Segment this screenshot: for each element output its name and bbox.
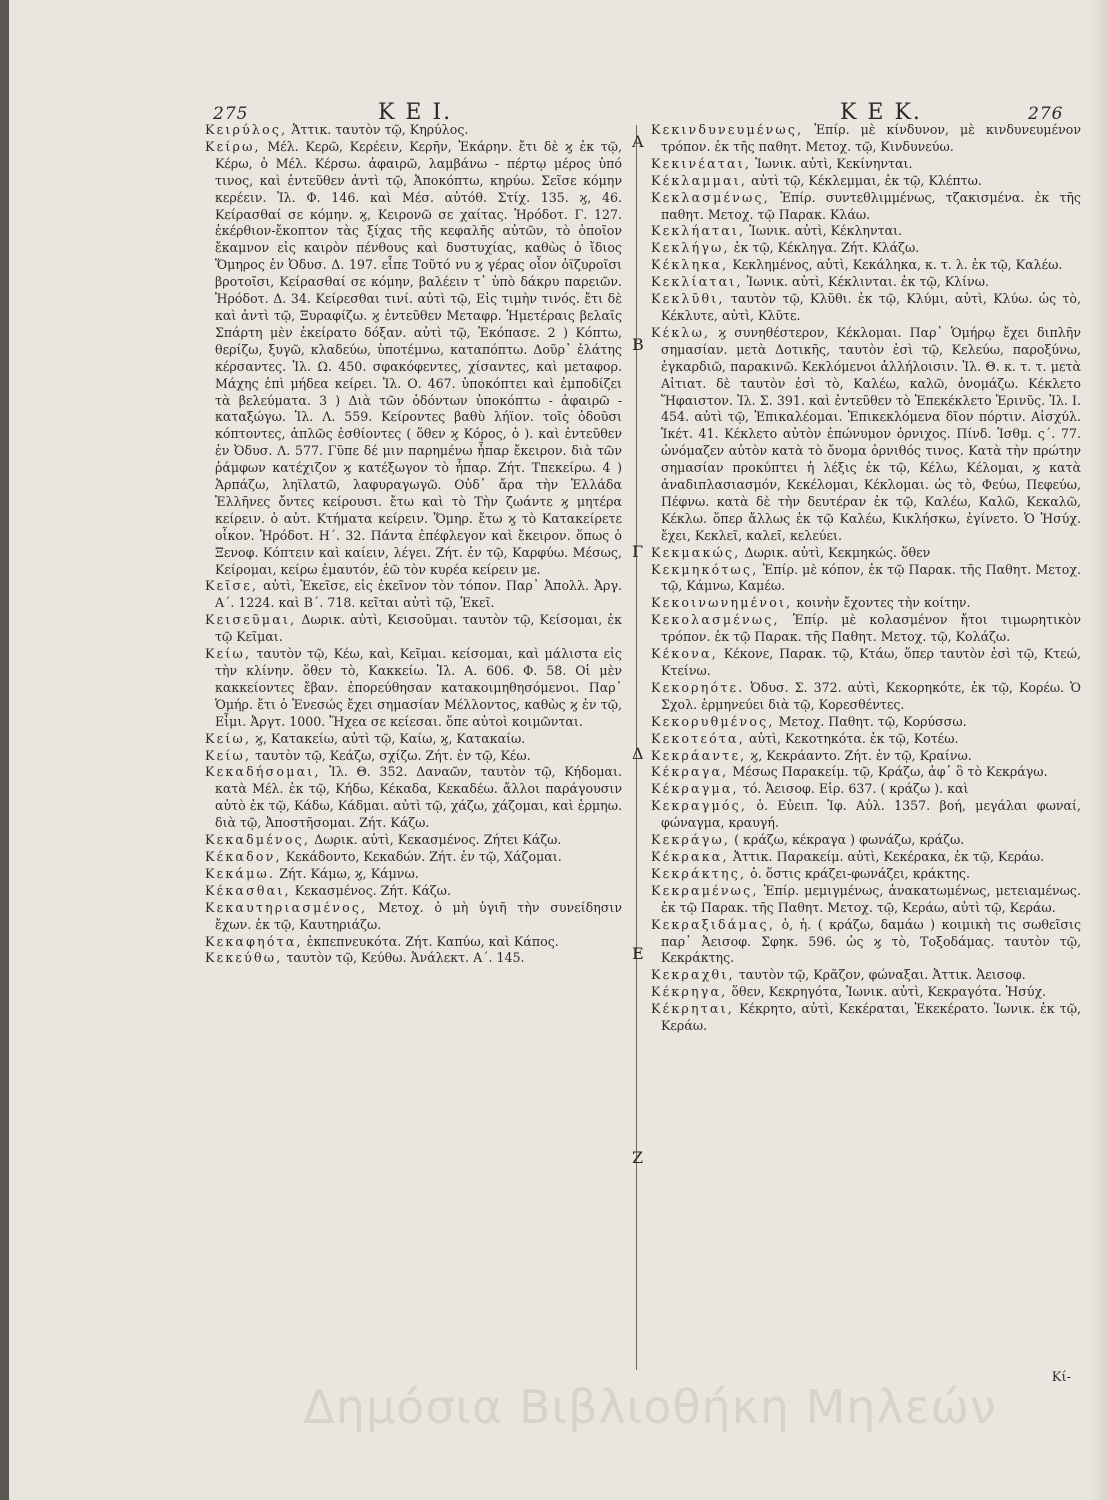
left-page-number: 275	[213, 104, 249, 124]
entry-definition: Κέκονε, Παρακ. τῷ, Κτάω, ὅπερ ταυτὸν ἐσὶ τῷ, Κτεώ, Κτείνω.	[661, 646, 1081, 678]
dictionary-entry	[651, 562, 1081, 596]
entry-definition: Ἐπίρ. μὲ κολασμένον ἤτοι τιμωρητικὸν τρόπον. ἐκ τῷ Παρακ. τῆς Παθητ. Μετοχ. τῷ, Κολάζω.	[661, 612, 1081, 645]
entry-headword: Κείω,	[205, 747, 252, 763]
dictionary-entry	[651, 595, 1081, 612]
left-running-head: K E I.	[378, 100, 453, 125]
entry-headword: Κεκλίαται,	[651, 274, 743, 290]
right-running-head: K E K.	[840, 100, 922, 125]
dictionary-entry	[651, 223, 1081, 240]
dictionary-entry	[205, 900, 622, 934]
entry-definition: ἐκπεπνευκότα. Ζήτ. Καπύω, καὶ Κάπος.	[306, 933, 559, 949]
entry-headword: Κέκαδον,	[205, 848, 282, 864]
library-watermark: Δημόσια Βιβλιοθήκη Μηλεών	[303, 1380, 997, 1434]
entry-definition: Ἀττικ. ταυτὸν τῷ, Κηρύλος.	[291, 122, 469, 137]
entry-headword: Κεκράκτης,	[651, 865, 747, 881]
entry-headword: Κεισεῦμαι,	[205, 612, 297, 628]
entry-definition: Κέκρητο, αὐτὶ, Κεκέραται, Ἐκεκέρατο. Ἰωνικ. ἐκ τῷ, Κεράω.	[661, 1001, 1081, 1034]
dictionary-entry	[651, 764, 1081, 781]
dictionary-entry	[205, 748, 622, 765]
entry-headword: Κεκαδμένος,	[205, 832, 311, 848]
entry-headword: Κεκραξιδάμας,	[651, 916, 776, 932]
entry-definition: ϗ, Κατακείω, αὐτὶ τῷ, Καίω, ϗ, Κατακαίω.	[255, 730, 526, 746]
entry-headword: Κέκρηται,	[651, 1001, 734, 1017]
entry-headword: Κείρω,	[205, 138, 261, 154]
page-gutter	[0, 0, 9, 1500]
dictionary-entry	[205, 578, 622, 612]
entry-headword: Κεκινδυνευμένως,	[651, 122, 804, 137]
dictionary-entry	[651, 240, 1081, 257]
dictionary-entry	[651, 714, 1081, 731]
entry-headword: Κεκραγμός,	[651, 798, 748, 814]
entry-headword: Κεκμηκότως,	[651, 561, 759, 577]
dictionary-entry	[205, 866, 622, 883]
margin-letter: B	[632, 335, 644, 354]
dictionary-entry	[651, 173, 1081, 190]
entry-headword: Κεκεύθω,	[205, 950, 283, 966]
margin-letter: Z	[632, 1148, 644, 1167]
dictionary-entry	[651, 156, 1081, 173]
entry-definition: Ἐπίρ. μὲ κόπον, ἐκ τῷ Παρακ. τῆς Παθητ. Μετοχ. τῷ, Κάμνω, Καμέω.	[661, 561, 1081, 594]
entry-definition: Ἰωνικ. αὐτὶ, Κέκλινται. ἐκ τῷ, Κλίνω.	[746, 274, 989, 290]
dictionary-entry	[651, 917, 1081, 968]
dictionary-entry	[651, 798, 1081, 832]
dictionary-entry	[651, 122, 1081, 156]
entry-headword: Κεκαφηότα,	[205, 933, 303, 949]
entry-definition: Μετοχ. Παθητ. τῷ, Κορύσσω.	[778, 713, 967, 729]
entry-definition: ταυτὸν τῷ, Κλῦθι. ἐκ τῷ, Κλύμι, αὐτὶ, Κλύω. ὡς τὸ, Κέκλυτε, αὐτὶ, Κλῦτε.	[661, 291, 1081, 323]
entry-definition: Μετοχ. ὁ μὴ ὑγιῆ τὴν συνείδησιν ἔχων. ἐκ τῷ, Καυτηριάζω.	[215, 899, 622, 932]
dictionary-entry	[651, 646, 1081, 680]
dictionary-entry	[651, 1001, 1081, 1035]
entry-headword: Κεκραμένως,	[651, 882, 759, 898]
entry-definition: Ἐπίρ. συντεθλιμμένως, τζακισμένα. ἐκ τῆς παθητ. Μετοχ. τῷ Παρακ. Κλάω.	[661, 189, 1081, 222]
entry-definition: αὐτὶ, Κεκοτηκότα. ἐκ τῷ, Κοτέω.	[748, 730, 959, 746]
entry-definition: Ἰλ. Θ. 352. Δαναῶν, ταυτὸν τῷ, Κήδομαι. κατὰ Μέλ. ἐκ τῷ, Κήδω, Κέκαδα, Κεκαδέω. ἄλλοι παράγουσιν αὐτὸ ἐκ τῷ, Κάδω, Κάδμαι. αὐτὶ τῷ, χάζω, χάζομαι, καὶ ἑρμηω. διὰ τῷ, Ἀποστῆσομαι. Ζήτ. Κάζω.	[215, 764, 622, 831]
entry-definition: Ὀδυσ. Σ. 372. αὐτὶ, Κεκορηκότε, ἐκ τῷ, Κορέω. Ὁ Σχολ. ἑρμηνεύει διὰ τῷ, Κορεσθέντες.	[661, 679, 1081, 712]
entry-definition: ὅθεν, Κεκρηγότα, Ἰωνικ. αὐτὶ, Κεκραγότα. Ἡσύχ.	[731, 984, 1047, 1000]
entry-definition: ϗ συνηθέστερον, Κέκλομαι. Παρ᾿ Ὁμήρῳ ἔχει διπλῆν σημασίαν. μετὰ Δοτικῆς, ταυτὸν ἐσὶ τῷ, Κελεύω, παροξύνω, ἐγκαρδιῶ, παρακινῶ. Κεκλόμενοι ἀλλήλοισιν. Ἰλ. Θ. κ. τ. τ. μετὰ Αἰτιατ. δὲ ταυτὸν ἐσὶ τὸ, Καλέω, καλῶ, ὀνομάζω. Κέκλετο Ἥφαιστον. Ἰλ. Σ. 391. καὶ ἐντεῦθεν τὸ Ἐπεκέκλετο Ἐρινῦς. Ἰλ. Ι. 454. αὐτὶ τῷ, Ἐπικαλέομαι. Ἐπικεκλόμενα δῖον πόρτιν. Αἰσχύλ. Ἱκέτ. 41. Κέκλετο αὐτὸν ἐπώνυμον ὀρνιχος. Πίνδ. Ἰσθμ. ς΄. 77. ὠνόμαζεν αὐτὸν κατὰ τὸ ὄνομα ὀρνιθός τινος. Κατὰ τὴν πρώτην σημασίαν προκύπτει ἡ λέξις ἐκ τῷ, Κέλω, Κέλομαι, ϗ κατὰ ἀναδιπλασιασμόν, Κεκέλομαι, Κέκλομαι. ὡς τὸ, Φεύω, Πεφεύω, Πέφνω. κατὰ δὲ τὴν δευτέραν ἐκ τῷ, Καλέω, Καλῶ, Κεκαλῶ, Κέκλω. ὅπερ ἄλλως ἐκ τῷ Καλέω, Κικλήσκω, ἐγίνετο. Ὁ Ἡσύχ. ἔχει, Κεκλεῖ, καλεῖ, κελεύει.	[661, 324, 1081, 543]
entry-definition: ὁ. Εὐειπ. Ἰφ. Αὐλ. 1357. βοή, μεγάλαι φωναί, φώναγμα, κραυγή.	[661, 798, 1081, 831]
entry-definition: ὁ. ὅστις κράζει-φωνάζει, κράκτης.	[750, 865, 970, 881]
entry-headword: Κέκονα,	[651, 646, 718, 662]
dictionary-entry	[205, 731, 622, 748]
entry-headword: Κεκολασμένως,	[651, 612, 780, 628]
entry-headword: Κέκλαμμαι,	[651, 172, 748, 188]
dictionary-entry	[205, 612, 622, 646]
dictionary-entry	[205, 122, 622, 139]
dictionary-entry	[651, 190, 1081, 224]
entry-definition: Δωρικ. αὐτὶ, Κεκασμένος. Ζήτει Κάζω.	[314, 832, 562, 848]
dictionary-entry	[651, 967, 1081, 984]
entry-headword: Κειρύλος,	[205, 122, 288, 137]
entry-definition: αὐτὶ, Ἐκεῖσε, εἰς ἐκεῖνον τὸν τόπον. Παρ᾿ Ἀπολλ. Ἀργ. Α΄. 1224. καὶ Β΄. 718. κεῖται αὐτὶ τῷ, Ἐκεῖ.	[215, 578, 622, 611]
entry-definition: κοινὴν ἔχοντες τὴν κοίτην.	[796, 595, 971, 611]
entry-headword: Κέκλω,	[651, 324, 711, 340]
right-column	[651, 122, 1081, 1390]
entry-headword: Κεκλῦθι,	[651, 291, 725, 307]
entry-definition: ταυτὸν τῷ, Κεάζω, σχίζω. Ζήτ. ἐν τῷ, Κέω.	[255, 747, 531, 763]
dictionary-entry	[205, 832, 622, 849]
entry-definition: ϗ, Κεκράαντο. Ζήτ. ἐν τῷ, Κραίνω.	[750, 747, 972, 763]
dictionary-entry	[205, 764, 622, 832]
entry-definition: Κεκάδοντο, Κεκαδών. Ζήτ. ἐν τῷ, Χάζομαι.	[285, 848, 562, 864]
entry-headword: Κείω,	[205, 730, 252, 746]
entry-headword: Κεκλήαται,	[651, 223, 746, 239]
dictionary-entry	[651, 984, 1081, 1001]
entry-definition: ἐκ τῷ, Κέκληγα. Ζήτ. Κλάζω.	[733, 240, 920, 256]
dictionary-entry	[651, 325, 1081, 545]
entry-headword: Κεκμακώς,	[651, 544, 741, 560]
dictionary-entry	[205, 139, 622, 579]
entry-definition: Κεκασμένος. Ζήτ. Κάζω.	[294, 882, 451, 898]
entry-headword: Κείω,	[205, 646, 252, 662]
entry-headword: Κεκάμω.	[205, 865, 276, 881]
entry-definition: Ἰωνικ. αὐτὶ, Κέκληνται.	[749, 223, 903, 239]
dictionary-entry	[205, 950, 622, 967]
entry-headword: Κέκληκα,	[651, 257, 729, 273]
right-page-number: 276	[1028, 104, 1064, 124]
entry-headword: Κεκορυθμένος,	[651, 713, 775, 729]
dictionary-entry	[651, 781, 1081, 798]
dictionary-entry	[651, 274, 1081, 291]
dictionary-entry	[651, 849, 1081, 866]
dictionary-entry	[651, 748, 1081, 765]
dictionary-entry	[651, 866, 1081, 883]
page-edge-shadow	[1091, 0, 1107, 1500]
entry-definition: ὁ, ἡ. ( κράζω, δαμάω ) κοιμικὴ τις σωθεῖσις παρ᾿ Ἀεισοφ. Σφηκ. 596. ὡς ϗ τὸ, Τοξοδάμας. ταυτὸν τῷ, Κεκράκτης.	[661, 916, 1081, 966]
catchword: Κί-	[1051, 1370, 1071, 1385]
entry-definition: Κεκλημένος, αὐτὶ, Κεκάληκα, κ. τ. λ. ἐκ τῷ, Καλέω.	[732, 257, 1063, 273]
entry-definition: αὐτὶ τῷ, Κέκλεμμαι, ἐκ τῷ, Κλέπτω.	[751, 172, 982, 188]
dictionary-entry	[651, 291, 1081, 325]
dictionary-entry	[651, 257, 1081, 274]
entry-definition: Ἰωνικ. αὐτὶ, Κεκίνηνται.	[755, 155, 913, 171]
entry-headword: Κεκράαντε,	[651, 747, 747, 763]
dictionary-entry	[205, 849, 622, 866]
entry-definition: Ἐπίρ. μεμιγμένως, ἀνακατωμένως, μετειαμένως. ἐκ τῷ Παρακ. τῆς Παθητ. Μετοχ. τῷ, Κεράω, αὐτὶ τῷ, Κεράω.	[661, 882, 1081, 915]
margin-letter: A	[632, 132, 644, 151]
dictionary-entry	[205, 934, 622, 951]
entry-definition: ταυτὸν τῷ, Κέω, καὶ, Κεῖμαι. κείσομαι, καὶ μάλιστα εἰς τὴν κλίνην. ὅθεν τὸ, Κακκείω. Ἰλ. Α. 606. Φ. 58. Οἱ μὲν κακκείοντες ἔβαν. ἐπορεύθησαν κατακοιμηθησόμενοι. Παρ᾿ Ὁμήρ. ἔτι ὁ Ἐνεσώς ἔχει σημασίαν Μέλλοντος, καθὼς ϗ ἐν τῷ, Εἶμι. Ἀργτ. 1000. Ἥχεα σε κείεσαι. ὅπε αὐτοὶ κοιμῶνται.	[215, 646, 622, 729]
entry-definition: Δωρικ. αὐτὶ, Κεκμηκώς. ὅθεν	[744, 544, 931, 560]
entry-definition: Δωρικ. αὐτὶ, Κεισοῦμαι. ταυτὸν τῷ, Κείσομαι, ἐκ τῷ Κεῖμαι.	[215, 612, 622, 645]
entry-headword: Κέκρηγα,	[651, 984, 728, 1000]
entry-definition: ( κράζω, κέκραγα ) φωνάζω, κράζω.	[734, 832, 965, 848]
entry-headword: Κεκράγω,	[651, 832, 731, 848]
entry-headword: Κεκλασμένως,	[651, 189, 770, 205]
entry-headword: Κέκραγα,	[651, 764, 729, 780]
dictionary-entry	[651, 731, 1081, 748]
margin-letter: E	[632, 944, 644, 963]
entry-headword: Κεκραχθι,	[651, 967, 735, 983]
entry-headword: Κέκρακα,	[651, 848, 729, 864]
dictionary-entry	[205, 883, 622, 900]
dictionary-entry	[651, 612, 1081, 646]
entry-headword: Κέκασθαι,	[205, 882, 291, 898]
entry-definition: ταυτὸν τῷ, Κρᾶζον, φώναξαι. Ἀττικ. Ἀεισοφ.	[738, 967, 1026, 983]
dictionary-entry	[651, 545, 1081, 562]
dictionary-entry	[651, 883, 1081, 917]
entry-headword: Κεκοτεότα,	[651, 730, 745, 746]
margin-letter: Δ	[632, 744, 644, 763]
entry-headword: Κέκραγμα,	[651, 781, 739, 797]
entry-definition: Ἀττικ. Παρακείμ. αὐτὶ, Κεκέρακα, ἐκ τῷ, Κεράω.	[732, 848, 1045, 864]
entry-definition: Μέσως Παρακείμ. τῷ, Κράζω, ἀφ᾿ ὃ τὸ Κεκράγω.	[732, 764, 1048, 780]
entry-headword: Κεκοινωνημένοι,	[651, 595, 793, 611]
entry-headword: Κεκινέαται,	[651, 155, 752, 171]
entry-definition: Μέλ. Κερῶ, Κερέειν, Κερῆν, Ἐκάρην. ἔτι δὲ ϗ ἐκ τῷ, Κέρω, ὁ Μέλ. Κέρσω. ἀφαιρῶ, λαμβάνω - πέρτῳ μέρος ὑπό τινος, καὶ ἐντεῦθεν ἀντὶ τῷ, Ἀποκόπτω, κηρύω. Σεῖσε κόμην κερέειν. Ἰλ. Φ. 146. καὶ Μέσ. αὐτόθ. Στίχ. 135. ϗ, 46. Κείρασθαί σε κόμην. ϗ, Κειρονῶ σε χαίτας. Ἡρόδοτ. Γ. 127. ἐκέρθιον-ἔκοπτον τὰς ξίχας τῆς κεφαλῆς αὐτῶν, τὸ ὁποῖον ἔκαμνον εἰς καιρὸν πένθους καὶ δυστυχίας, καθὼς ὁ ἴδιος Ὅμηρος ἐν Ὀδυσ. Δ. 197. εἶπε Τοῦτό νυ ϗ γέρας οἷον ὀϊζυροῖσι βροτοῖσι, Κείρασθαί σε κόμην, βαλέειν τ᾿ ὑπὸ δάκρυ παρειῶν. Ἡρόδοτ. Δ. 34. Κείρεσθαι τινί. αὐτὶ τῷ, Εἰς τιμὴν τινός. ἔτι δὲ καὶ ἀντὶ τῷ, Ξυραφίζω. ϗ ἐντεῦθεν Μεταφρ. Ἡμετέραις βελαῖς Σπάρτη μὲν ἐκείρατο δόξαν. αὐτὶ τῷ, Ἐκόπασε. 2 ) Κόπτω, θερίζω, ξυγῶ, κλαδεύω, ὑποτέμνω, καταπόπτω. Δοῦρ᾿ ἐλάτης κέρσαντες. Ἰλ. Ω. 450. σφακόφεντες, χίσαντες, καὶ μεταφορ. Μάχης ἐπὶ μήδεα κείρει. Ἰλ. Ο. 467. ὑποκόπτει καὶ ἐμποδίζει τὰ βελεύματα. 3 ) Διὰ τῶν ὀδόντων ὑποκόπτω - ἀφαιρῶ - καταξώγω. Ἰλ. Λ. 559. Κείροντες βαθὺ λήϊον. τοῖς ὀδοῦσι κόπτοντες, ἁπλῶς ἐσθίοντες ( ὅθεν ϗ Κόρος, ὁ ). καὶ ἐντεῦθεν ἐν Ὀδυσ. Λ. 577. Γῦπε δέ μιν παρημένω ἧπαρ ἔκειρον. διὰ τῶν ῥάμφων κατέχιζον ϗ κατέξωγον τὸ ἧπαρ. Ζήτ. Τπεκείρω. 4 ) Ἁρπάζω, ληϊλατῶ, λαφυραγωγῶ. Οὐδ᾿ ἄρα τὴν Ἑλλάδα Ἑλλῆνες ὄντες κείρουσι. ἔτω καὶ τὸ Τὴν ζωάντε ϗ μητέρα κείρειν. ὁ αὐτ. Κτήματα κείρειν. Ὅμηρ. ἔτω ϗ τὸ Κατακείρετε οἶκον. Ἡρόδοτ. Η΄. 32. Πάντα ἐπέφλεγον καὶ ἔκειρον. ὅπως ὁ Ξενοφ. Κόπτειν καὶ καίειν, λέγει. Ζήτ. ἐν τῷ, Καρφύω. Μέσως, Κείρομαι, κείρω ἐμαυτόν, ἐῶ τὸν κυρέα κείρειν με.	[215, 138, 622, 577]
margin-letter: Γ	[632, 542, 644, 561]
entry-headword: Κεκλήγω,	[651, 240, 730, 256]
dictionary-entry	[205, 646, 622, 731]
dictionary-entry	[651, 680, 1081, 714]
entry-headword: Κεκαυτηριασμένος,	[205, 899, 368, 915]
entry-definition: ταυτὸν τῷ, Κεύθω. Ἀνάλεκτ. Α΄. 145.	[286, 950, 525, 966]
entry-headword: Κεῖσε,	[205, 578, 259, 594]
left-column	[205, 122, 622, 1390]
entry-headword: Κεκαδήσομαι,	[205, 764, 321, 780]
dictionary-entry	[651, 832, 1081, 849]
entry-definition: τό. Ἀεισοφ. Εἰρ. 637. ( κράζω ). καὶ	[742, 781, 969, 797]
entry-headword: Κεκορηότε.	[651, 679, 745, 695]
entry-definition: Ἐπίρ. μὲ κίνδυνον, μὲ κινδυνευμένον τρόπον. ἐκ τῆς παθητ. Μετοχ. τῷ, Κινδυνεύω.	[661, 122, 1081, 154]
entry-definition: Ζήτ. Κάμω, ϗ, Κάμνω.	[279, 865, 419, 881]
